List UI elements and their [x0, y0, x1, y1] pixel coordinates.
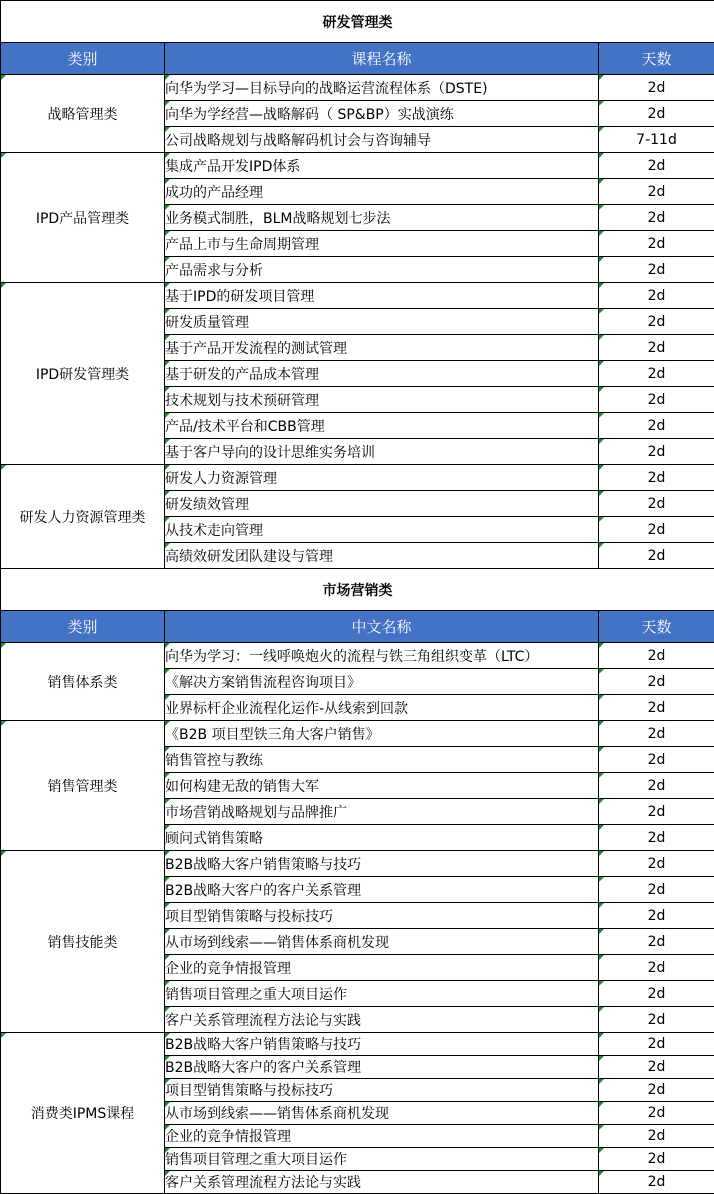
course-name-cell: 项目型销售策略与投标技巧	[165, 1079, 599, 1102]
days-cell: 2d	[599, 465, 714, 491]
days-cell: 2d	[599, 903, 714, 929]
course-name-cell: 研发质量管理	[165, 309, 599, 335]
days-cell: 2d	[599, 257, 714, 283]
days-cell: 2d	[599, 75, 714, 101]
course-name-cell: 从技术走向管理	[165, 517, 599, 543]
days-cell: 2d	[599, 695, 714, 721]
days-cell: 2d	[599, 955, 714, 981]
days-cell: 2d	[599, 1171, 714, 1194]
days-cell: 2d	[599, 491, 714, 517]
course-name-cell: 《B2B 项目型铁三角大客户销售》	[165, 721, 599, 747]
course-name-cell: 业界标杆企业流程化运作-从线索到回款	[165, 695, 599, 721]
header-category: 类别	[1, 43, 165, 75]
days-cell: 2d	[599, 439, 714, 465]
course-name-cell: 基于产品开发流程的测试管理	[165, 335, 599, 361]
table-row	[1, 153, 714, 179]
days-cell: 2d	[599, 1125, 714, 1148]
course-name-cell: 公司战略规划与战略解码机讨会与咨询辅导	[165, 127, 599, 153]
course-name-cell: 产品上市与生命周期管理	[165, 231, 599, 257]
header-row	[1, 611, 714, 643]
course-name-cell: 产品需求与分析	[165, 257, 599, 283]
course-name-cell: 研发人力资源管理	[165, 465, 599, 491]
table-row	[1, 851, 714, 877]
days-cell: 2d	[599, 153, 714, 179]
category-cell: IPD产品管理类	[1, 153, 165, 283]
table-row	[1, 465, 714, 491]
section-title-row	[1, 569, 714, 611]
days-cell: 2d	[599, 1033, 714, 1056]
course-name-cell: 研发绩效管理	[165, 491, 599, 517]
header-days: 天数	[599, 43, 714, 75]
course-name-cell: 客户关系管理流程方法论与实践	[165, 1171, 599, 1194]
days-cell: 2d	[599, 205, 714, 231]
days-cell: 2d	[599, 231, 714, 257]
days-cell: 2d	[599, 669, 714, 695]
course-name-cell: 如何构建无敌的销售大军	[165, 773, 599, 799]
course-name-cell: B2B战略大客户的客户关系管理	[165, 877, 599, 903]
days-cell: 2d	[599, 1148, 714, 1171]
header-days: 天数	[599, 611, 714, 643]
course-name-cell: 销售管控与教练	[165, 747, 599, 773]
days-cell: 2d	[599, 1079, 714, 1102]
section-title-row	[1, 1, 714, 43]
days-cell: 2d	[599, 335, 714, 361]
course-name-cell: 业务模式制胜，BLM战略规划七步法	[165, 205, 599, 231]
course-name-cell: 项目型销售策略与投标技巧	[165, 903, 599, 929]
header-category: 类别	[1, 611, 165, 643]
course-name-cell: 向华为学习—目标导向的战略运营流程体系（DSTE)	[165, 75, 599, 101]
category-cell: 销售体系类	[1, 643, 165, 721]
days-cell: 2d	[599, 101, 714, 127]
days-cell: 2d	[599, 721, 714, 747]
course-name-cell: 市场营销战略规划与品牌推广	[165, 799, 599, 825]
days-cell: 2d	[599, 773, 714, 799]
course-name-cell: 客户关系管理流程方法论与实践	[165, 1007, 599, 1033]
table-row	[1, 75, 714, 101]
section-title: 市场营销类	[1, 569, 714, 611]
course-name-cell: 销售项目管理之重大项目运作	[165, 1148, 599, 1171]
days-cell: 2d	[599, 387, 714, 413]
days-cell: 2d	[599, 877, 714, 903]
course-name-cell: 高绩效研发团队建设与管理	[165, 543, 599, 569]
table-row	[1, 721, 714, 747]
days-cell: 2d	[599, 747, 714, 773]
course-name-cell: 产品/技术平台和CBB管理	[165, 413, 599, 439]
days-cell: 2d	[599, 1007, 714, 1033]
course-name-cell: 向华为学经营—战略解码（ SP&BP）实战演练	[165, 101, 599, 127]
table-row	[1, 283, 714, 309]
category-cell: IPD研发管理类	[1, 283, 165, 465]
days-cell: 2d	[599, 929, 714, 955]
header-course-name: 课程名称	[165, 43, 599, 75]
category-cell: 研发人力资源管理类	[1, 465, 165, 569]
course-name-cell: 基于研发的产品成本管理	[165, 361, 599, 387]
days-cell: 2d	[599, 825, 714, 851]
header-row	[1, 43, 714, 75]
days-cell: 2d	[599, 981, 714, 1007]
course-name-cell: 基于客户导向的设计思维实务培训	[165, 439, 599, 465]
days-cell: 2d	[599, 799, 714, 825]
days-cell: 2d	[599, 543, 714, 569]
days-cell: 2d	[599, 361, 714, 387]
days-cell: 2d	[599, 851, 714, 877]
course-name-cell: 成功的产品经理	[165, 179, 599, 205]
section-title: 研发管理类	[1, 1, 714, 43]
table-row	[1, 1033, 714, 1056]
course-name-cell: 向华为学习：一线呼唤炮火的流程与铁三角组织变革（LTC）	[165, 643, 599, 669]
days-cell: 2d	[599, 1102, 714, 1125]
table-body	[1, 1, 714, 1194]
course-name-cell: B2B战略大客户销售策略与技巧	[165, 851, 599, 877]
category-cell: 消费类IPMS课程	[1, 1033, 165, 1194]
days-cell: 2d	[599, 643, 714, 669]
table-row	[1, 643, 714, 669]
course-name-cell: 企业的竞争情报管理	[165, 955, 599, 981]
course-name-cell: 基于IPD的研发项目管理	[165, 283, 599, 309]
course-name-cell: B2B战略大客户销售策略与技巧	[165, 1033, 599, 1056]
course-name-cell: 从市场到线索——销售体系商机发现	[165, 929, 599, 955]
course-name-cell: 技术规划与技术预研管理	[165, 387, 599, 413]
days-cell: 7-11d	[599, 127, 714, 153]
header-course-name: 中文名称	[165, 611, 599, 643]
course-name-cell: 企业的竞争情报管理	[165, 1125, 599, 1148]
category-cell: 战略管理类	[1, 75, 165, 153]
days-cell: 2d	[599, 283, 714, 309]
course-name-cell: 销售项目管理之重大项目运作	[165, 981, 599, 1007]
category-cell: 销售技能类	[1, 851, 165, 1033]
course-name-cell: B2B战略大客户的客户关系管理	[165, 1056, 599, 1079]
course-name-cell: 集成产品开发IPD体系	[165, 153, 599, 179]
category-cell: 销售管理类	[1, 721, 165, 851]
days-cell: 2d	[599, 1056, 714, 1079]
course-name-cell: 顾问式销售策略	[165, 825, 599, 851]
days-cell: 2d	[599, 517, 714, 543]
days-cell: 2d	[599, 309, 714, 335]
course-name-cell: 从市场到线索——销售体系商机发现	[165, 1102, 599, 1125]
days-cell: 2d	[599, 179, 714, 205]
days-cell: 2d	[599, 413, 714, 439]
course-name-cell: 《解决方案销售流程咨询项目》	[165, 669, 599, 695]
